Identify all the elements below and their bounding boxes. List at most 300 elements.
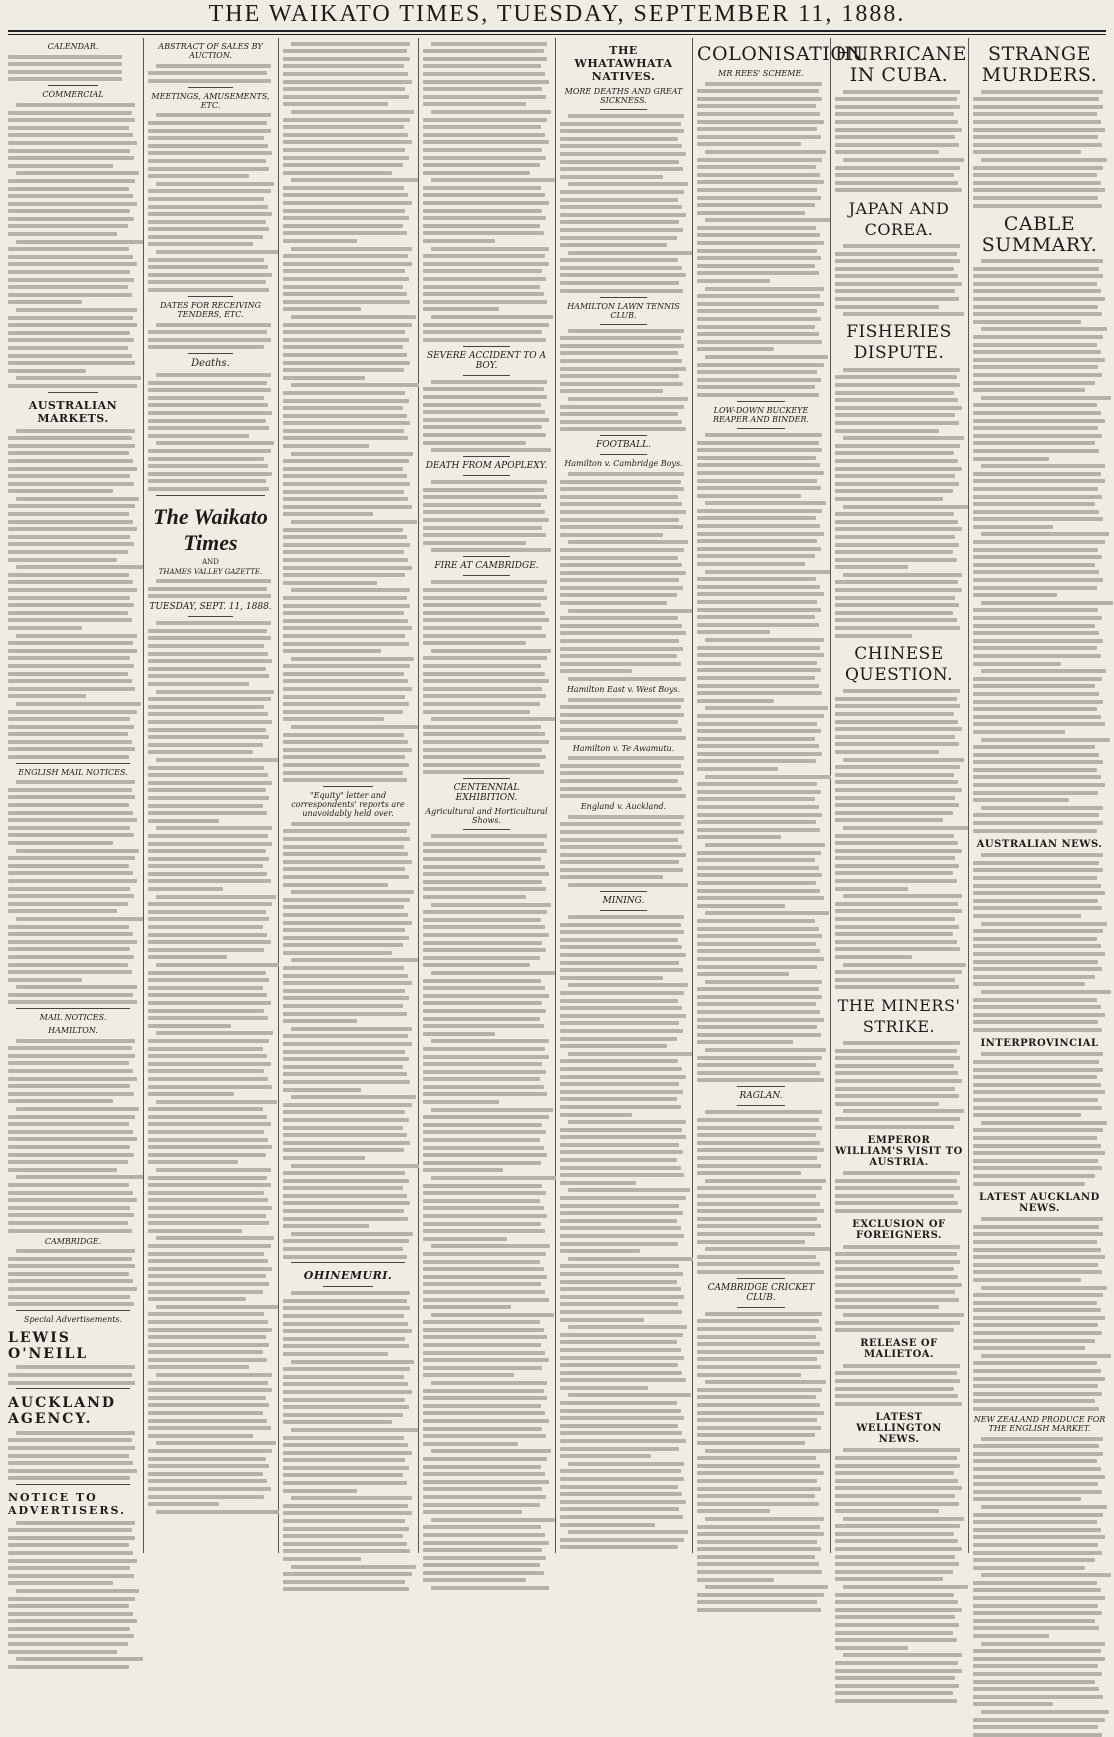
text-line xyxy=(705,1380,827,1384)
interprovincial-heading: INTERPROVINCIAL xyxy=(980,1037,1099,1049)
text-line xyxy=(835,588,962,592)
text-line xyxy=(697,592,824,596)
text-line xyxy=(8,247,129,251)
text-line xyxy=(148,1381,268,1385)
text-line xyxy=(973,563,1095,567)
text-line xyxy=(156,621,271,625)
text-line xyxy=(8,1597,135,1601)
auckland-agency-text xyxy=(8,1431,138,1481)
text-line xyxy=(705,911,829,915)
text-line xyxy=(973,1020,1098,1024)
text-line xyxy=(843,826,968,830)
text-line xyxy=(835,1661,958,1665)
text-line xyxy=(973,1649,1101,1653)
text-line xyxy=(283,695,405,699)
text-line xyxy=(560,639,679,643)
text-line xyxy=(835,497,943,501)
text-line xyxy=(835,1509,939,1513)
text-line xyxy=(283,429,404,433)
text-line xyxy=(8,300,82,304)
exclusion-foreigners-heading: EXCLUSION OF FOREIGNERS. xyxy=(852,1219,946,1242)
text-line xyxy=(697,448,822,452)
strange-murders-heading: STRANGE MURDERS. xyxy=(981,43,1098,86)
text-line xyxy=(8,217,134,221)
text-line xyxy=(283,1466,409,1470)
text-line xyxy=(283,1299,407,1303)
text-line xyxy=(697,456,816,460)
text-line xyxy=(148,265,268,269)
text-line xyxy=(835,1631,953,1635)
nz-produce-text xyxy=(973,1437,1106,1737)
text-line xyxy=(560,1021,679,1025)
text-line xyxy=(568,883,689,887)
text-line xyxy=(283,330,405,334)
text-line xyxy=(973,631,1099,635)
text-line xyxy=(835,1532,954,1536)
text-line xyxy=(560,281,679,285)
text-line xyxy=(697,532,824,536)
text-line xyxy=(560,382,683,386)
text-line xyxy=(705,1312,823,1316)
paper-title-and: AND xyxy=(202,557,219,566)
text-line xyxy=(8,887,130,891)
text-line xyxy=(568,397,689,401)
text-line xyxy=(423,925,545,929)
text-line xyxy=(973,1558,1095,1562)
text-line xyxy=(697,927,819,931)
text-line xyxy=(423,918,541,922)
text-line xyxy=(835,704,960,708)
text-line xyxy=(148,1350,263,1354)
buckeye-reaper-heading: LOW-DOWN BUCKEYE REAPER AND BINDER. xyxy=(712,405,810,424)
text-line xyxy=(423,986,545,990)
text-line xyxy=(8,740,132,744)
text-line xyxy=(843,573,962,577)
text-line xyxy=(697,1240,805,1244)
text-line xyxy=(973,639,1103,643)
english-mail-table xyxy=(8,780,138,1004)
column-6 xyxy=(697,38,869,1553)
text-line xyxy=(16,1365,136,1369)
text-line xyxy=(423,1556,546,1560)
text-line xyxy=(697,1388,822,1392)
text-line xyxy=(8,747,135,751)
text-line xyxy=(156,895,276,899)
text-line xyxy=(973,760,1103,764)
text-line xyxy=(423,277,546,281)
deaths-heading: Deaths. xyxy=(191,358,230,370)
text-line xyxy=(423,433,546,437)
text-line xyxy=(697,904,785,908)
text-line xyxy=(560,1363,678,1367)
text-line xyxy=(697,196,821,200)
text-line xyxy=(16,308,137,312)
text-line xyxy=(568,1188,690,1192)
lewis-oneill-text xyxy=(8,1365,138,1384)
text-line xyxy=(835,742,959,746)
text-line xyxy=(697,1033,821,1037)
text-line xyxy=(423,254,545,258)
text-line xyxy=(8,1642,128,1646)
text-line xyxy=(835,750,939,754)
text-line xyxy=(423,1146,544,1150)
text-line xyxy=(148,728,266,732)
text-line xyxy=(973,944,1101,948)
text-line xyxy=(283,497,408,501)
football-match-1-text xyxy=(560,472,687,681)
text-line xyxy=(283,1337,405,1341)
text-line xyxy=(423,80,549,84)
text-line xyxy=(148,1077,268,1081)
text-line xyxy=(973,472,1101,476)
text-line xyxy=(560,1128,682,1132)
text-line xyxy=(148,167,269,171)
text-line xyxy=(8,1279,133,1283)
text-line xyxy=(697,89,819,93)
commercial-heading: COMMERCIAL xyxy=(42,90,104,100)
text-line xyxy=(973,1407,1099,1411)
text-line xyxy=(705,706,828,710)
text-line xyxy=(423,634,546,638)
text-line xyxy=(423,994,549,998)
text-line xyxy=(423,1199,540,1203)
text-line xyxy=(283,581,377,585)
text-line xyxy=(283,1405,409,1409)
text-line xyxy=(560,1211,683,1215)
text-line xyxy=(560,359,682,363)
text-line xyxy=(283,1458,405,1462)
text-line xyxy=(697,1342,820,1346)
text-line xyxy=(423,1305,511,1309)
text-line xyxy=(8,1122,129,1126)
text-line xyxy=(705,355,828,359)
text-line xyxy=(423,1366,542,1370)
text-line xyxy=(973,1225,1099,1229)
text-line xyxy=(156,1441,276,1445)
fire-cambridge-heading: FIRE AT CAMBRIDGE. xyxy=(434,561,539,572)
text-line xyxy=(8,580,133,584)
text-line xyxy=(835,1201,958,1205)
text-line xyxy=(148,735,269,739)
text-line xyxy=(973,775,1101,779)
text-line xyxy=(156,373,271,377)
text-line xyxy=(423,710,530,714)
text-line xyxy=(697,1202,820,1206)
text-line xyxy=(283,1542,407,1546)
text-line xyxy=(148,71,267,75)
text-line xyxy=(423,186,541,190)
text-line xyxy=(560,1356,684,1360)
text-line xyxy=(8,879,137,883)
text-line xyxy=(705,1585,828,1589)
text-line xyxy=(835,887,908,891)
text-line xyxy=(156,690,275,694)
text-line xyxy=(8,1665,129,1669)
text-line xyxy=(283,474,407,478)
text-line xyxy=(560,205,682,209)
text-line xyxy=(973,1346,1085,1350)
text-line xyxy=(697,340,822,344)
text-line xyxy=(705,501,827,505)
text-line xyxy=(148,864,263,868)
text-line xyxy=(423,1047,545,1051)
tender-dates-heading: DATES FOR RECEIVING TENDERS, ETC. xyxy=(160,301,261,320)
text-line xyxy=(973,1098,1098,1102)
text-line xyxy=(423,87,542,91)
text-line xyxy=(973,654,1101,658)
text-line xyxy=(423,1495,546,1499)
miners-strike-heading: THE MINERS' STRIKE. xyxy=(837,996,961,1037)
text-line xyxy=(148,1054,267,1058)
text-line xyxy=(697,1395,816,1399)
text-line xyxy=(283,1110,405,1114)
text-line xyxy=(697,1357,817,1361)
text-line xyxy=(560,961,679,965)
malietoa-heading: RELEASE OF MALIETOA. xyxy=(860,1338,938,1361)
text-line xyxy=(835,1676,955,1680)
text-line xyxy=(973,441,1095,445)
text-line xyxy=(283,679,408,683)
text-line xyxy=(423,300,547,304)
text-line xyxy=(835,305,939,309)
text-line xyxy=(981,259,1103,263)
text-line xyxy=(423,1032,495,1036)
text-line xyxy=(283,216,409,220)
text-line xyxy=(697,873,822,877)
text-line xyxy=(560,938,678,942)
text-line xyxy=(283,277,409,281)
text-line xyxy=(973,1075,1097,1079)
text-line xyxy=(560,266,682,270)
text-line xyxy=(835,1305,939,1309)
text-line xyxy=(291,958,418,962)
text-line xyxy=(283,1103,412,1107)
text-line xyxy=(148,587,267,591)
text-line xyxy=(423,1578,526,1582)
text-line xyxy=(973,1384,1098,1388)
text-line xyxy=(8,1153,134,1157)
raglan-text xyxy=(697,1110,825,1273)
australian-markets-heading: AUSTRALIAN MARKETS. xyxy=(28,398,118,425)
text-line xyxy=(283,133,408,137)
text-line xyxy=(8,717,130,721)
text-line xyxy=(560,1113,632,1117)
text-line xyxy=(283,269,405,273)
text-line xyxy=(835,1555,955,1559)
text-line xyxy=(560,1538,684,1542)
text-line xyxy=(291,452,413,456)
text-line xyxy=(835,871,953,875)
text-line xyxy=(973,899,1098,903)
text-line xyxy=(431,903,552,907)
text-line xyxy=(835,1402,962,1406)
text-line xyxy=(560,1485,678,1489)
text-line xyxy=(835,932,953,936)
text-line xyxy=(148,1069,264,1073)
text-line xyxy=(697,1570,822,1574)
text-line xyxy=(423,1115,549,1119)
text-line xyxy=(697,1025,817,1029)
text-line xyxy=(560,1226,681,1230)
text-line xyxy=(148,933,267,937)
text-line xyxy=(835,391,954,395)
text-line xyxy=(283,543,410,547)
text-line xyxy=(973,1588,1101,1592)
text-line xyxy=(291,520,417,524)
text-line xyxy=(283,1436,404,1440)
text-line xyxy=(835,467,962,471)
text-line xyxy=(423,895,526,899)
text-line xyxy=(835,112,954,116)
text-line xyxy=(8,795,135,799)
text-line xyxy=(835,1646,908,1650)
text-line xyxy=(148,79,271,83)
text-line xyxy=(8,436,132,440)
text-line xyxy=(8,202,137,206)
text-line xyxy=(283,148,405,152)
text-line xyxy=(697,486,821,490)
wellington-news-heading: LATEST WELLINGTON NEWS. xyxy=(856,1411,942,1445)
text-line xyxy=(423,588,544,592)
text-line xyxy=(148,1214,266,1218)
text-line xyxy=(283,528,403,532)
text-line xyxy=(697,180,824,184)
text-line xyxy=(423,1563,540,1567)
text-line xyxy=(560,1295,684,1299)
text-line xyxy=(560,853,686,857)
mail-notices-heading: MAIL NOTICES. xyxy=(39,1013,107,1023)
text-line xyxy=(973,982,1085,986)
text-line xyxy=(283,353,407,357)
text-line xyxy=(431,1518,555,1522)
text-line xyxy=(283,905,404,909)
text-line xyxy=(560,647,683,651)
text-line xyxy=(835,1209,962,1213)
text-line xyxy=(560,1447,679,1451)
text-line xyxy=(423,1267,544,1271)
editorial-continued-text xyxy=(283,42,413,783)
text-line xyxy=(697,646,820,650)
nz-produce-heading: NEW ZEALAND PRODUCE FOR THE ENGLISH MARKET. xyxy=(973,1415,1106,1433)
text-line xyxy=(835,150,939,154)
text-line xyxy=(843,1171,961,1175)
text-line xyxy=(423,1161,541,1165)
text-line xyxy=(8,1446,135,1450)
text-line xyxy=(835,720,958,724)
text-line xyxy=(148,1062,271,1066)
fisheries-dispute-heading: FISHERIES DISPUTE. xyxy=(846,322,952,364)
text-line xyxy=(973,1068,1103,1072)
text-line xyxy=(973,411,1101,415)
text-line xyxy=(423,1434,546,1438)
text-line xyxy=(697,271,819,275)
text-line xyxy=(697,965,817,969)
text-line xyxy=(8,1574,134,1578)
text-line xyxy=(156,579,271,583)
text-line xyxy=(283,1322,408,1326)
text-line xyxy=(8,459,133,463)
text-line xyxy=(8,141,137,145)
text-line xyxy=(560,1545,678,1549)
text-line xyxy=(148,1282,269,1286)
text-line xyxy=(148,121,267,125)
text-line xyxy=(973,1733,1102,1737)
text-line xyxy=(283,1224,369,1228)
text-line xyxy=(973,1151,1105,1155)
commercial-text xyxy=(8,103,138,388)
text-line xyxy=(8,656,130,660)
text-line xyxy=(423,262,549,266)
column-divider xyxy=(830,38,831,1553)
text-line xyxy=(560,556,678,560)
text-line xyxy=(8,932,133,936)
text-line xyxy=(148,750,253,754)
text-line xyxy=(148,1024,231,1028)
text-line xyxy=(156,441,275,445)
text-line xyxy=(835,135,955,139)
text-line xyxy=(148,910,266,914)
text-line xyxy=(283,80,412,84)
text-line xyxy=(835,459,958,463)
text-line xyxy=(560,502,682,506)
text-line xyxy=(8,1213,134,1217)
text-line xyxy=(981,990,1111,994)
text-line xyxy=(8,118,135,122)
text-line xyxy=(148,1411,263,1415)
text-line xyxy=(697,1071,820,1075)
text-line xyxy=(560,1044,667,1048)
text-line xyxy=(283,1179,409,1183)
text-line xyxy=(973,388,1085,392)
text-line xyxy=(697,752,822,756)
text-line xyxy=(291,1291,411,1295)
text-line xyxy=(291,1565,416,1569)
text-line xyxy=(291,1496,412,1500)
text-line xyxy=(697,173,820,177)
raglan-heading: RAGLAN. xyxy=(739,1091,783,1102)
text-line xyxy=(283,201,412,205)
text-line xyxy=(283,763,409,767)
text-line xyxy=(148,636,271,640)
australian-news-text xyxy=(973,853,1106,1032)
text-line xyxy=(973,722,1105,726)
text-line xyxy=(423,694,546,698)
text-line xyxy=(148,955,227,959)
text-line xyxy=(423,979,541,983)
apoplexy-text xyxy=(423,480,550,552)
text-line xyxy=(697,600,817,604)
centennial-subheading: Agricultural and Horticultural Shows. xyxy=(425,807,548,826)
text-line xyxy=(835,1094,959,1098)
text-line xyxy=(423,857,541,861)
text-line xyxy=(148,396,264,400)
text-line xyxy=(843,1109,965,1113)
text-line xyxy=(423,641,526,645)
text-line xyxy=(697,1502,819,1506)
text-line xyxy=(560,1249,640,1253)
text-line xyxy=(697,1164,821,1168)
text-line xyxy=(291,1428,418,1432)
auckland-news-heading: LATEST AUCKLAND NEWS. xyxy=(979,1191,1100,1214)
text-line xyxy=(8,474,130,478)
text-line xyxy=(560,764,681,768)
whatawhata-natives-subheading: MORE DEATHS AND GREAT SICKNESS. xyxy=(564,87,683,105)
text-line xyxy=(148,1358,267,1362)
text-line xyxy=(697,668,821,672)
cable-summary-text xyxy=(973,259,1106,833)
text-line xyxy=(560,1264,679,1268)
text-line xyxy=(148,1419,267,1423)
